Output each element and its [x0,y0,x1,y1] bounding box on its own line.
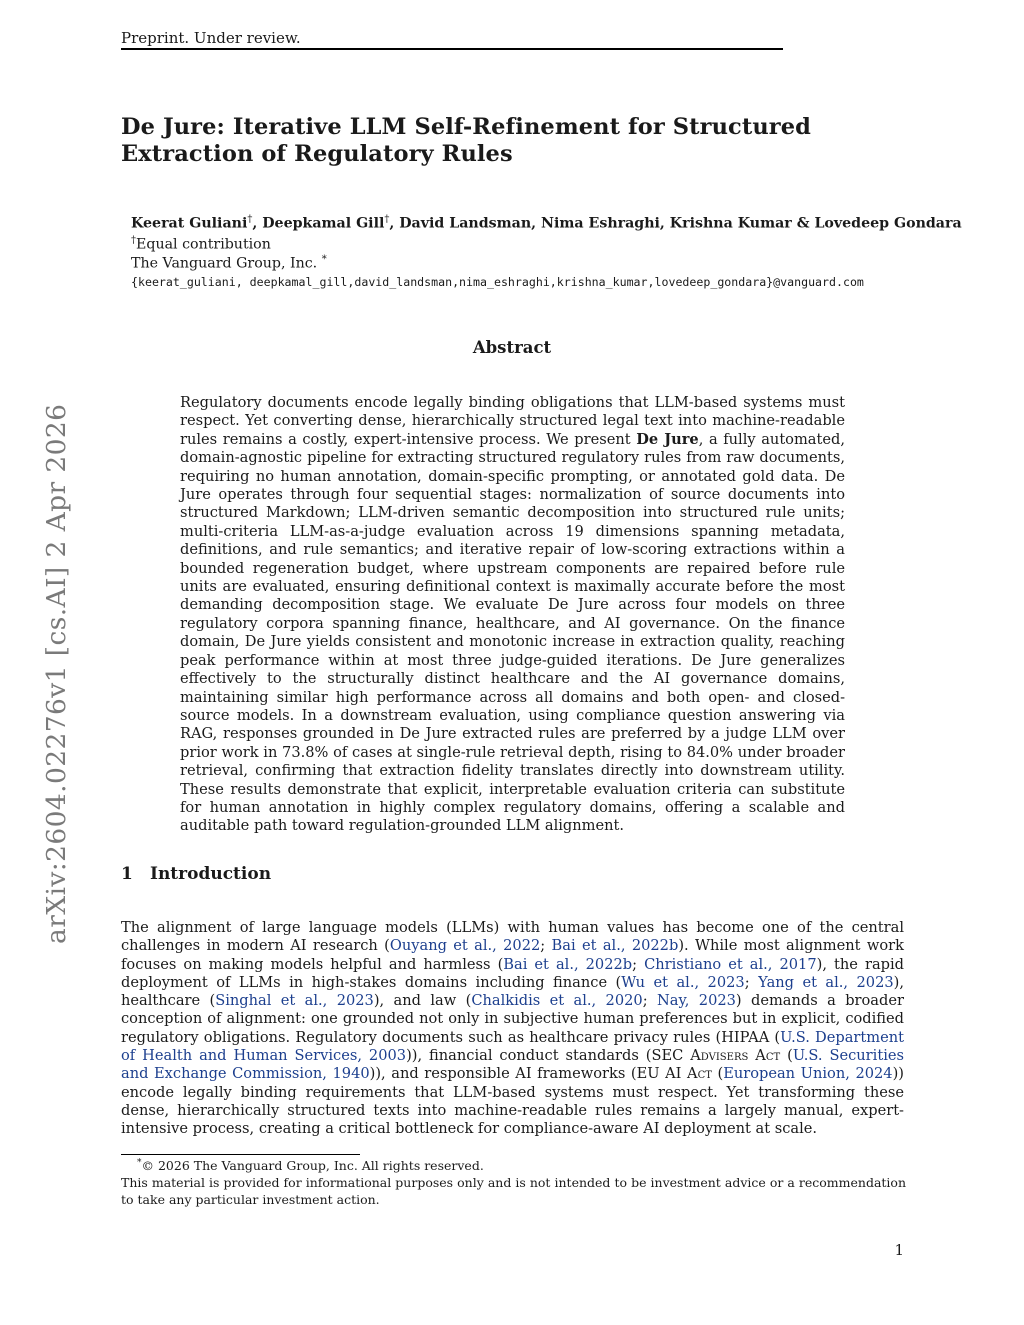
section-title: Introduction [150,864,272,884]
author-names-rest: , David Landsman, Nima Eshraghi, Krishna Kumar & Lovedeep Gondara [389,215,962,232]
contribution-note: †Equal contribution [131,235,271,253]
citation-link[interactable]: Christiano et al., 2017 [644,955,817,973]
footnote-disclaimer: This material is provided for informational purposes only and is not intended to be investment advice or a recommendation to take any particular investment action. [121,1175,906,1207]
abstract-text: Regulatory documents encode legally binding obligations that LLM-based systems must respect. Yet converting dense, hierarchically structured legal text into machine-readable rules remains a costly, expert-intensive process. We present De Jure, a fully automated, domain-agnostic pipeline for extracting structured regulatory rules from raw documents, requiring no human annotation, domain-specific prompting, or annotated gold data. De Jure operates through four sequential stages: normalization of source documents into structured Markdown; LLM-driven semantic decomposition into structured rule units; multi-criteria LLM-as-a-judge evaluation across 19 dimensions spanning metadata, definitions, and rule semantics; and iterative repair of low-scoring extractions within a bounded regeneration budget, where upstream components are repaired before rule units are evaluated, ensuring definitional context is maximally accurate before the most demanding decomposition stage. We evaluate De Jure across four models on three regulatory corpora spanning finance, healthcare, and AI governance. On the finance domain, De Jure yields consistent and monotonic increase in extraction quality, reaching peak performance within at most three judge-guided iterations. De Jure generalizes effectively to the structurally distinct healthcare and the AI governance domains, maintaining similar high performance across all domains and both open- and closed-source models. In a downstream evaluation, using compliance question answering via RAG, responses grounded in De Jure extracted rules are preferred by a judge LLM over prior work in 73.8% of cases at single-rule retrieval depth, rising to 84.0% under broader retrieval, confirming that extraction fidelity translates directly into downstream utility. These results demonstrate that explicit, interpretable evaluation criteria can substitute for human annotation in highly complex regulatory domains, offering a scalable and auditable path toward regulation-grounded LLM alignment. [180,394,845,835]
running-header: Preprint. Under review. [121,29,301,47]
affiliation: The Vanguard Group, Inc. * [131,254,327,272]
section-number: 1 [121,864,133,884]
small-caps-term: Advisers Act [690,1047,781,1065]
introduction-paragraph: The alignment of large language models (LLMs) with human values has become one of the central challenges in modern AI research (Ouyang et al., 2022; Bai et al., 2022b). While most alignment work focuses on making models helpful and harmless (Bai et al., 2022b; Christiano et al., 2017), the rapid deployment of LLMs in high-stakes domains including finance (Wu et al., 2023; Yang et al., 2023), healthcare (Singhal et al., 2023), and law (Chalkidis et al., 2020; Nay, 2023) demands a broader conception of alignment: one grounded not only in subjective human preferences but in explicit, codified regulatory obligations. Regulatory documents such as healthcare privacy rules (HIPAA (U.S. Department of Health and Human Services, 2003)), financial conduct standards (SEC Advisers Act (U.S. Securities and Exchange Commission, 1940)), and responsible AI frameworks (EU AI Act (European Union, 2024)) encode legally binding requirements that LLM-based systems must respect. Yet transforming these dense, hierarchically structured texts into machine-readable rules remains a largely manual, expert-intensive process, creating a critical bottleneck for compliance-aware AI deployment at scale. [121,919,904,1138]
citation-link[interactable]: U.S. Securities and Exchange Commission, 1940 [121,1047,904,1083]
header-rule [121,48,783,50]
footnote-copyright: *© 2026 The Vanguard Group, Inc. All rights reserved. [137,1158,484,1174]
author-emails: {keerat_guliani, deepkamal_gill,david_landsman,nima_eshraghi,krishna_kumar,lovedeep_gondara}@vanguard.com [131,275,864,289]
citation-link[interactable]: U.S. Department of Health and Human Services, 2003 [121,1028,904,1065]
citation-link[interactable]: European Union, 2024 [723,1065,893,1083]
page-number: 1 [894,1241,904,1259]
author-name: Deepkamal Gill [262,215,385,232]
footnote-marker: * [321,254,327,265]
equal-contribution-mark: † [247,214,253,225]
citation-link[interactable]: Yang et al., 2023 [758,973,894,991]
footnote-rule [121,1154,360,1155]
citation-link[interactable]: Chalkidis et al., 2020 [471,992,643,1010]
citation-link[interactable]: Ouyang et al., 2022 [389,937,541,955]
small-caps-term: Act [687,1065,712,1083]
paper-title: De Jure: Iterative LLM Self-Refinement for Structured Extraction of Regulatory Rules [121,114,812,167]
abstract-heading: Abstract [472,338,552,357]
method-name: De Jure [636,430,699,448]
section-heading [121,864,271,884]
arxiv-identifier: arXiv:2604.02276v1 [cs.AI] 2 Apr 2026 [41,403,72,944]
equal-contribution-mark: † [384,214,390,225]
citation-link[interactable]: Bai et al., 2022b [503,955,633,973]
author-name: Keerat Guliani [131,215,248,232]
citation-link[interactable]: Singhal et al., 2023 [215,992,374,1010]
author-list: Keerat Guliani†, Deepkamal Gill†, David Landsman, Nima Eshraghi, Krishna Kumar & Lovedeep Gondara [131,214,962,232]
citation-link[interactable]: Nay, 2023 [656,992,736,1010]
citation-link[interactable]: Wu et al., 2023 [621,973,745,991]
citation-link[interactable]: Bai et al., 2022b [551,937,679,955]
